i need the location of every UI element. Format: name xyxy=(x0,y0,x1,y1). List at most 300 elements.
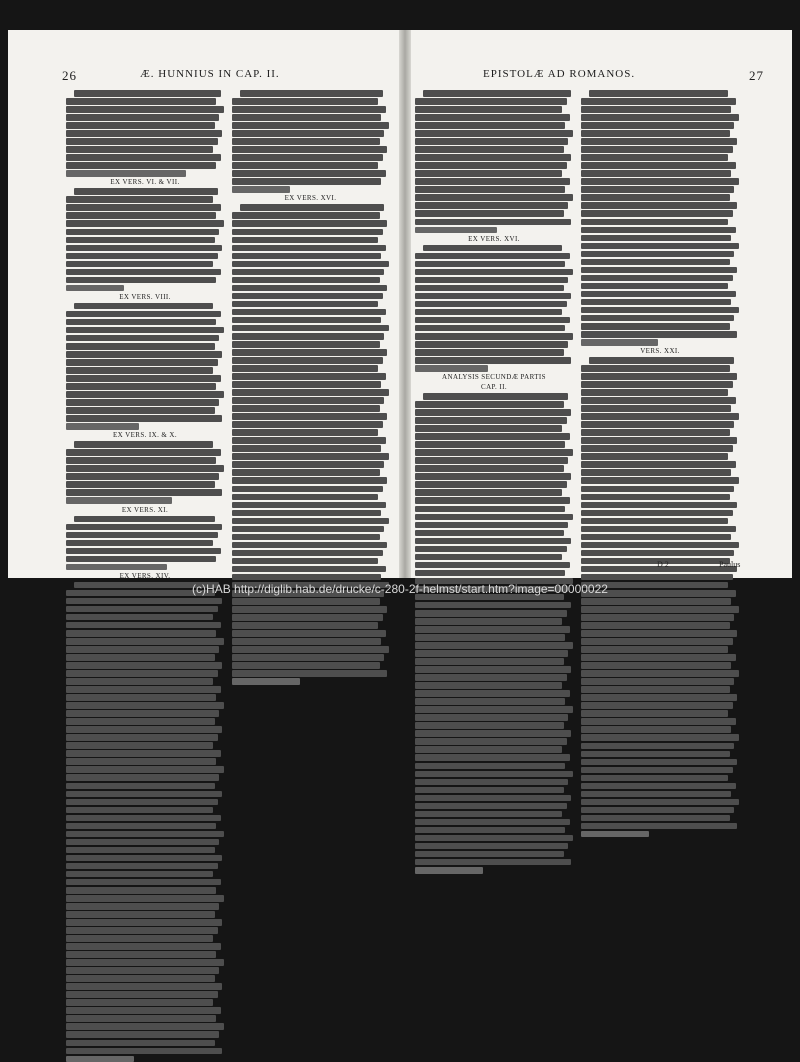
text-line xyxy=(415,261,565,268)
text-line xyxy=(415,859,571,866)
text-line xyxy=(581,365,730,372)
text-line xyxy=(232,486,383,493)
text-line xyxy=(232,220,387,227)
text-line xyxy=(581,558,730,565)
text-line xyxy=(232,130,384,137)
text-line xyxy=(66,951,216,958)
text-line xyxy=(232,253,381,260)
text-line xyxy=(581,210,733,217)
signature-mark: D 2 xyxy=(657,560,669,569)
text-line xyxy=(232,229,383,236)
text-line xyxy=(415,795,571,802)
text-line xyxy=(581,389,728,396)
text-line xyxy=(66,1040,215,1047)
text-line xyxy=(66,959,224,966)
text-line xyxy=(415,285,564,292)
text-line xyxy=(415,787,564,794)
text-line xyxy=(66,1056,134,1062)
text-line xyxy=(581,518,728,525)
text-line xyxy=(581,823,737,830)
text-line xyxy=(66,1007,221,1014)
text-line xyxy=(66,646,219,653)
text-line xyxy=(66,662,222,669)
text-line xyxy=(581,486,734,493)
text-line xyxy=(581,373,737,380)
text-line xyxy=(415,170,562,177)
text-line xyxy=(66,911,215,918)
book-gutter xyxy=(399,30,411,578)
text-line xyxy=(581,98,736,105)
text-line xyxy=(66,220,224,227)
text-line xyxy=(66,212,216,219)
text-line xyxy=(581,767,733,774)
text-line xyxy=(415,341,568,348)
text-line xyxy=(232,333,384,340)
text-line xyxy=(415,738,567,745)
text-line xyxy=(232,237,378,244)
text-line xyxy=(581,202,737,209)
text-line xyxy=(581,130,730,137)
text-line xyxy=(66,863,218,870)
text-line xyxy=(66,622,221,629)
text-line xyxy=(415,554,562,561)
text-line xyxy=(581,614,734,621)
text-line xyxy=(581,331,737,338)
text-line xyxy=(581,315,734,322)
text-line xyxy=(66,532,218,539)
text-line xyxy=(66,774,219,781)
section-heading: EX VERS. XI. xyxy=(121,505,169,514)
text-line xyxy=(415,481,567,488)
text-line xyxy=(581,646,728,653)
text-line xyxy=(581,339,658,346)
text-line xyxy=(581,291,736,298)
left-column-1 xyxy=(66,90,224,580)
text-line xyxy=(66,196,213,203)
text-line xyxy=(581,598,731,605)
text-line xyxy=(581,574,733,581)
right-column-2 xyxy=(581,90,739,556)
text-line xyxy=(66,1048,222,1055)
section-heading: CAP. II. xyxy=(481,383,507,392)
text-line xyxy=(415,514,573,521)
text-line xyxy=(415,433,570,440)
text-line xyxy=(66,999,213,1006)
text-line xyxy=(66,335,219,342)
text-line xyxy=(66,122,215,129)
text-line xyxy=(66,114,219,121)
text-line xyxy=(581,510,733,517)
text-line xyxy=(581,734,739,741)
text-line xyxy=(66,871,213,878)
text-line xyxy=(232,301,378,308)
text-line xyxy=(581,445,733,452)
text-line xyxy=(581,170,731,177)
text-line xyxy=(66,807,213,814)
text-line xyxy=(415,227,497,234)
text-line xyxy=(415,497,570,504)
text-line xyxy=(66,383,216,390)
text-line xyxy=(415,835,573,842)
text-line xyxy=(232,678,300,685)
text-line xyxy=(415,819,570,826)
text-line xyxy=(232,566,386,573)
text-line xyxy=(415,194,573,201)
text-line xyxy=(581,791,731,798)
text-line xyxy=(581,670,739,677)
section-heading: VERS. XXI. xyxy=(640,347,680,355)
text-line xyxy=(66,799,218,806)
right-page-number: 27 xyxy=(749,68,764,83)
text-line xyxy=(66,718,215,725)
text-line xyxy=(589,90,728,97)
text-line xyxy=(415,138,568,145)
text-line xyxy=(66,726,222,733)
text-line xyxy=(581,307,739,314)
text-line xyxy=(581,122,734,129)
section-heading: EX VERS. XIV. xyxy=(119,571,171,580)
text-line xyxy=(415,538,571,545)
text-line xyxy=(66,991,218,998)
text-line xyxy=(415,530,564,537)
text-line xyxy=(581,437,737,444)
text-line xyxy=(232,630,386,637)
text-line xyxy=(74,90,221,97)
text-line xyxy=(415,771,573,778)
text-line xyxy=(415,506,565,513)
text-line xyxy=(232,341,380,348)
text-line xyxy=(232,170,386,177)
text-line xyxy=(581,162,736,169)
right-column-1 xyxy=(415,90,573,556)
text-line xyxy=(66,702,224,709)
text-line xyxy=(66,548,221,555)
text-line xyxy=(581,405,731,412)
text-line xyxy=(66,750,221,757)
text-line xyxy=(66,399,219,406)
text-line xyxy=(415,803,567,810)
text-line xyxy=(66,614,213,621)
text-line xyxy=(415,449,573,456)
text-line xyxy=(66,630,216,637)
text-line xyxy=(66,540,213,547)
text-line xyxy=(581,526,736,533)
text-line xyxy=(415,473,571,480)
text-line xyxy=(66,391,224,398)
text-line xyxy=(232,654,384,661)
text-line xyxy=(66,638,224,645)
text-line xyxy=(581,381,733,388)
text-line xyxy=(232,349,387,356)
text-line xyxy=(415,269,573,276)
text-line xyxy=(66,564,167,571)
text-line xyxy=(232,518,389,525)
text-line xyxy=(415,650,568,657)
text-line xyxy=(581,146,733,153)
text-line xyxy=(232,106,386,113)
text-line xyxy=(415,401,564,408)
text-line xyxy=(232,670,387,677)
text-line xyxy=(581,178,739,185)
text-line xyxy=(581,638,733,645)
text-line xyxy=(581,494,730,501)
text-line xyxy=(232,445,381,452)
text-line xyxy=(581,421,734,428)
text-line xyxy=(66,162,216,169)
text-line xyxy=(581,694,737,701)
text-line xyxy=(581,799,739,806)
text-line xyxy=(415,722,564,729)
text-line xyxy=(66,823,216,830)
text-line xyxy=(66,146,213,153)
text-line xyxy=(66,791,222,798)
right-page xyxy=(411,30,792,578)
text-line xyxy=(232,614,383,621)
text-line xyxy=(581,807,734,814)
text-line xyxy=(415,827,565,834)
text-line xyxy=(66,686,221,693)
text-line xyxy=(581,654,736,661)
text-line xyxy=(415,122,565,129)
text-line xyxy=(415,851,564,858)
image-credit: (c)HAB http://diglib.hab.de/drucke/c-280-2f-helmst/start.htm?image=00000022 xyxy=(192,582,608,596)
text-line xyxy=(581,267,737,274)
text-line xyxy=(66,1015,216,1022)
text-line xyxy=(66,351,222,358)
section-heading: EX VERS. VI. & VII. xyxy=(110,178,180,187)
text-line xyxy=(66,766,224,773)
text-line xyxy=(415,618,562,625)
text-line xyxy=(581,702,733,709)
text-line xyxy=(589,357,734,364)
text-line xyxy=(581,630,737,637)
text-line xyxy=(232,606,387,613)
text-line xyxy=(240,90,383,97)
text-line xyxy=(415,626,570,633)
text-line xyxy=(66,815,221,822)
text-line xyxy=(415,658,564,665)
text-line xyxy=(232,373,386,380)
text-line xyxy=(415,154,571,161)
text-line xyxy=(415,666,571,673)
text-line xyxy=(581,718,736,725)
text-line xyxy=(66,327,224,334)
text-line xyxy=(415,754,570,761)
text-line xyxy=(415,106,562,113)
left-column-2 xyxy=(232,90,389,556)
text-line xyxy=(66,457,216,464)
text-line xyxy=(232,212,380,219)
text-line xyxy=(581,283,728,290)
text-line xyxy=(66,654,215,661)
text-line xyxy=(581,662,731,669)
text-line xyxy=(232,405,380,412)
text-line xyxy=(415,186,565,193)
text-line xyxy=(232,477,387,484)
text-line xyxy=(581,743,734,750)
text-line xyxy=(66,887,216,894)
text-line xyxy=(415,277,568,284)
text-line xyxy=(232,138,380,145)
text-line xyxy=(415,811,562,818)
text-line xyxy=(66,855,222,862)
text-line xyxy=(415,357,571,364)
text-line xyxy=(581,783,736,790)
text-line xyxy=(66,734,218,741)
text-line xyxy=(415,714,568,721)
text-line xyxy=(232,542,387,549)
section-heading: EX VERS. IX. & X. xyxy=(112,431,178,440)
text-line xyxy=(232,598,380,605)
text-line xyxy=(232,178,381,185)
text-line xyxy=(415,562,570,569)
text-line xyxy=(240,204,384,211)
text-line xyxy=(66,927,218,934)
text-line xyxy=(66,497,172,504)
text-line xyxy=(74,188,218,195)
text-line xyxy=(581,751,730,758)
text-line xyxy=(232,98,378,105)
text-line xyxy=(415,202,568,209)
text-line xyxy=(415,301,567,308)
text-line xyxy=(232,646,389,653)
text-line xyxy=(415,867,483,874)
text-line xyxy=(415,349,564,356)
text-line xyxy=(66,138,218,145)
text-line xyxy=(66,481,215,488)
left-page xyxy=(8,30,399,578)
text-line xyxy=(66,839,219,846)
text-line xyxy=(581,243,739,250)
text-line xyxy=(66,1031,219,1038)
text-line xyxy=(581,461,736,468)
text-line xyxy=(581,815,730,822)
text-line xyxy=(232,550,383,557)
text-line xyxy=(66,277,216,284)
text-line xyxy=(581,477,739,484)
text-line xyxy=(232,526,384,533)
text-line xyxy=(66,245,222,252)
text-line xyxy=(66,367,213,374)
text-line xyxy=(415,325,565,332)
left-page-number: 26 xyxy=(62,68,77,83)
text-line xyxy=(232,309,386,316)
text-line xyxy=(66,943,221,950)
text-line xyxy=(415,674,567,681)
text-line xyxy=(66,694,216,701)
text-line xyxy=(66,473,219,480)
catchword: Paulus xyxy=(719,560,741,569)
text-line xyxy=(232,421,383,428)
text-line xyxy=(66,935,213,942)
text-line xyxy=(581,710,728,717)
text-line xyxy=(581,759,737,766)
text-line xyxy=(415,546,567,553)
text-line xyxy=(66,524,222,531)
text-line xyxy=(581,114,739,121)
text-line xyxy=(66,967,219,974)
text-line xyxy=(581,235,731,242)
text-line xyxy=(66,106,224,113)
text-line xyxy=(423,393,568,400)
section-heading: EX VERS. XVI. xyxy=(284,194,337,203)
text-line xyxy=(66,415,222,422)
text-line xyxy=(66,449,221,456)
text-line xyxy=(581,413,739,420)
text-line xyxy=(66,831,224,838)
text-line xyxy=(415,634,565,641)
text-line xyxy=(232,510,381,517)
text-line xyxy=(66,253,218,260)
text-line xyxy=(232,269,384,276)
text-line xyxy=(415,642,573,649)
text-line xyxy=(66,465,224,472)
text-line xyxy=(66,261,213,268)
text-line xyxy=(232,261,389,268)
text-line xyxy=(232,622,378,629)
text-line xyxy=(581,186,734,193)
text-line xyxy=(415,409,571,416)
text-line xyxy=(66,98,216,105)
text-line xyxy=(232,122,389,129)
section-heading: EX VERS. VIII. xyxy=(119,292,171,301)
text-line xyxy=(232,469,380,476)
text-line xyxy=(581,606,739,613)
text-line xyxy=(415,763,565,770)
text-line xyxy=(232,365,378,372)
text-line xyxy=(415,162,567,169)
text-line xyxy=(581,251,734,258)
text-line xyxy=(66,903,219,910)
text-line xyxy=(66,895,224,902)
text-line xyxy=(66,170,186,177)
text-line xyxy=(415,98,567,105)
text-line xyxy=(232,381,381,388)
text-line xyxy=(581,678,734,685)
text-line xyxy=(66,783,215,790)
text-line xyxy=(581,502,737,509)
text-line xyxy=(232,494,378,501)
text-line xyxy=(581,726,731,733)
text-line xyxy=(66,758,216,765)
text-line xyxy=(66,237,215,244)
text-line xyxy=(581,775,728,782)
text-line xyxy=(232,357,383,364)
text-line xyxy=(66,204,221,211)
text-line xyxy=(232,186,290,193)
text-line xyxy=(415,114,570,121)
text-line xyxy=(232,146,387,153)
text-line xyxy=(415,779,568,786)
text-line xyxy=(66,847,215,854)
text-line xyxy=(232,162,378,169)
text-line xyxy=(66,407,215,414)
text-line xyxy=(581,469,731,476)
text-line xyxy=(581,534,731,541)
book-spread xyxy=(8,30,792,578)
text-line xyxy=(415,309,562,316)
text-line xyxy=(66,489,222,496)
text-line xyxy=(581,550,734,557)
text-line xyxy=(66,606,218,613)
text-line xyxy=(232,154,383,161)
text-line xyxy=(581,138,737,145)
text-line xyxy=(66,311,221,318)
text-line xyxy=(66,710,219,717)
text-line xyxy=(66,598,222,605)
text-line xyxy=(415,365,488,372)
text-line xyxy=(232,245,386,252)
